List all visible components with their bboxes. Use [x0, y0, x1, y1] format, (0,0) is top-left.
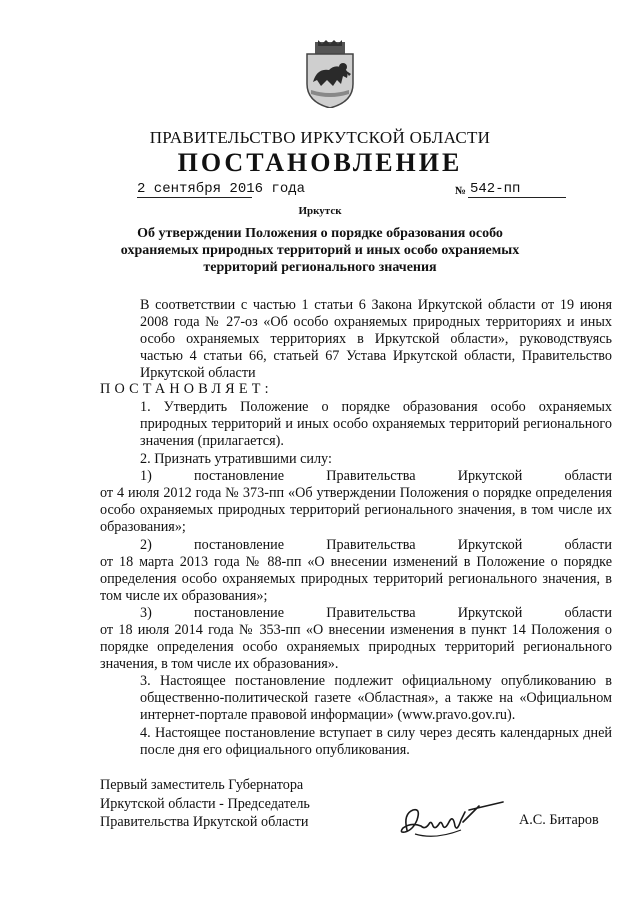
sub-item-3-num: 3) — [140, 605, 152, 621]
sub-item-2-w4: области — [564, 537, 612, 553]
signatory-position — [100, 776, 310, 832]
item-2 — [100, 451, 612, 468]
sub-item-1-w2: Правительства — [326, 468, 416, 484]
sub-item-1-head — [100, 468, 612, 485]
sub-item-1-w3: Иркутской — [457, 468, 523, 484]
sub-item-1-w4: области — [564, 468, 612, 484]
sub-item-3-w1: постановление — [194, 605, 285, 621]
sub-item-3-head — [100, 605, 612, 622]
sub-item-1-text: от 4 июля 2012 года № 373-пп «Об утверждении Положения о порядке определения особо охраняемых природных территорий регионального значения, в том числе их образования»; — [100, 485, 612, 536]
handwritten-signature — [395, 800, 505, 842]
number-sign: № — [455, 185, 467, 197]
document-number: 542-пп — [470, 181, 521, 197]
signatory-name: А.С. Битаров — [519, 812, 599, 828]
item-4-text: 4. Настоящее постановление вступает в силу через десять календарных дней после дня его официального опубликования. — [140, 725, 612, 759]
sub-item-2-w2: Правительства — [326, 537, 416, 553]
document-date: 2 сентября 2016 года — [137, 181, 306, 197]
intro-paragraph — [100, 297, 612, 382]
sub-item-3 — [100, 605, 612, 673]
item-3-text: 3. Настоящее постановление подлежит официальному опубликованию в общественно-политической газете «Областная», а также на «Официальном интернет-портале правовой информации» (www.pravo.gov.ru). — [140, 673, 612, 724]
sub-item-2-w3: Иркутской — [457, 537, 523, 553]
decrees-word: ПОСТАНОВЛЯЕТ: — [100, 381, 273, 397]
sub-item-1-w1: постановление — [194, 468, 285, 484]
document-type: ПОСТАНОВЛЕНИЕ — [177, 148, 463, 177]
sub-item-2 — [100, 537, 612, 605]
sub-item-1-num: 1) — [140, 468, 152, 484]
government-name: ПРАВИТЕЛЬСТВО ИРКУТСКОЙ ОБЛАСТИ — [149, 128, 491, 147]
coat-of-arms-icon — [305, 40, 355, 108]
intro-text: В соответствии с частью 1 статьи 6 Закона Иркутской области от 19 июня 2008 года № 27-оз «Об особо охраняемых природных территориях и иных особо охраняемых территориях в Иркутской области», руководствуясь частью 4 статьи 66, статьей 67 Устава Иркутской области, Правительство Иркутской области — [140, 297, 612, 382]
city-name: Иркутск — [298, 205, 342, 217]
item-2-text: 2. Признать утратившими силу: — [140, 451, 332, 467]
signatory-line-3: Правительства Иркутской области — [100, 814, 309, 830]
sub-item-2-w1: постановление — [194, 537, 285, 553]
sub-item-2-text: от 18 марта 2013 года № 88-пп «О внесении изменений в Положение о порядке определения особо охраняемых природных территорий регионального значения, в том числе их образования»; — [100, 554, 612, 605]
signatory-line-1: Первый заместитель Губернатора — [100, 777, 304, 793]
item-1 — [100, 399, 612, 450]
item-3 — [100, 673, 612, 724]
document-title: Об утверждении Положения о порядке образования особо охраняемых природных территорий и иных особо охраняемых территорий регионального значения — [120, 226, 520, 275]
number-underline — [468, 197, 566, 198]
sub-item-3-w3: Иркутской — [457, 605, 523, 621]
sub-item-3-text: от 18 июля 2014 года № 353-пп «О внесении изменения в пункт 14 Положения о порядке определения особо охраняемых природных территорий регионального значения, в том числе их образования». — [100, 622, 612, 673]
signatory-line-2: Иркутской области - Председатель — [100, 795, 310, 812]
sub-item-2-head — [100, 537, 612, 554]
sub-item-1 — [100, 468, 612, 536]
sub-item-3-w2: Правительства — [326, 605, 416, 621]
item-4 — [100, 725, 612, 759]
sub-item-3-w4: области — [564, 605, 612, 621]
date-underline — [137, 197, 252, 198]
sub-item-2-num: 2) — [140, 537, 152, 553]
item-1-text: 1. Утвердить Положение о порядке образования особо охраняемых природных территорий и иных особо охраняемых территорий регионального значения (прилагается). — [140, 399, 612, 450]
